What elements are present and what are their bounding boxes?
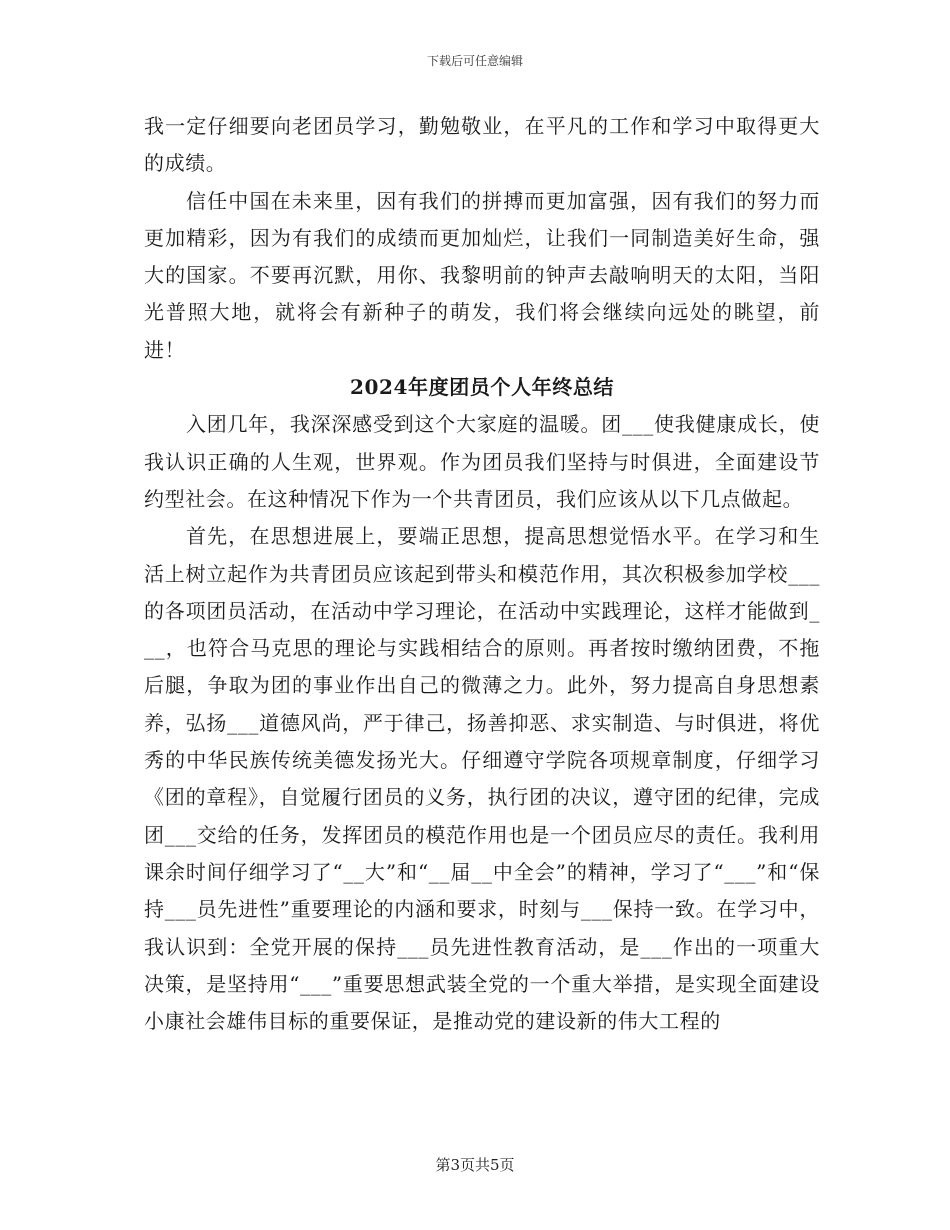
document-body xyxy=(144,108,820,1040)
page-header: 下载后可任意编辑 xyxy=(426,54,523,68)
section-title: 2024年度团员个人年终总结 xyxy=(349,375,615,400)
paragraph-continuation: 我一定仔细要向老团员学习，勤勉敬业，在平凡的工作和学习中取得更大的成绩。 xyxy=(144,114,820,176)
paragraph-intro: 入团几年，我深深感受到这个大家庭的温暖。团___使我健康成长，使我认识正确的人生观，世界观。作为团员我们坚持与时俱进，全面建设节约型社会。在这种情况下作为一个共青团员，我们应该从以下几点做起。 xyxy=(144,412,820,511)
page-footer: 第3页共5页 xyxy=(435,1156,515,1174)
paragraph-closing: 信任中国在未来里，因有我们的拼搏而更加富强，因有我们的努力而更加精彩，因为有我们的成绩而更加灿烂，让我们一同制造美好生命，强大的国家。不要再沉默，用你、我黎明前的钟声去敲响明天的太阳，当阳光普照大地，就将会有新种子的萌发，我们将会继续向远处的眺望，前进！ xyxy=(144,188,820,362)
paragraph-main: 首先，在思想进展上，要端正思想，提高思想觉悟水平。在学习和生活上树立起作为共青团员应该起到带头和模范作用，其次积极参加学校___的各项团员活动，在活动中学习理论，在活动中实践理论，这样才能做到___，也符合马克思的理论与实践相结合的原则。再者按时缴纳团费，不拖后腿，争取为团的事业作出自己的微薄之力。此外，努力提高自身思想素养，弘扬___道德风尚，严于律己，扬善抑恶、求实制造、与时俱进，将优秀的中华民族传统美德发扬光大。仔细遵守学院各项规章制度，仔细学习《团的章程》，自觉履行团员的义务，执行团的决议，遵守团的纪律，完成团___交给的任务，发挥团员的模范作用也是一个团员应尽的责任。我利用课余时间仔细学习了“__大”和“__届__中全会”的精神，学习了“___”和“保持___员先进性”重要理论的内涵和要求，时刻与___保持一致。在学习中，我认识到：全党开展的保持___员先进性教育活动，是___作出的一项重大决策，是坚持用“___”重要思想武装全党的一个重大举措，是实现全面建设小康社会雄伟目标的重要保证，是推动党的建设新的伟大工程的 xyxy=(144,524,820,1034)
